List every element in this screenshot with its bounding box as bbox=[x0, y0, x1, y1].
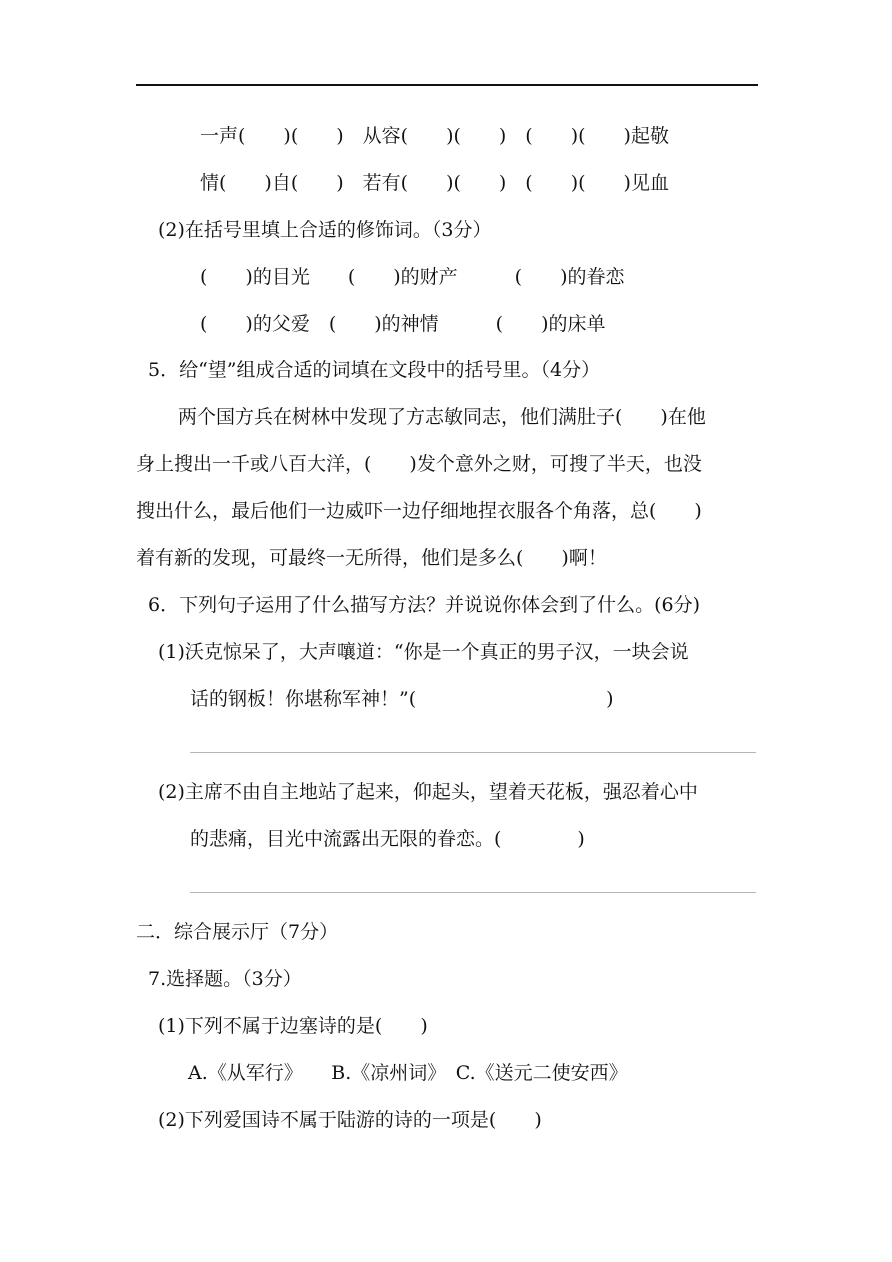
q6-item1-line2: 话的钢板！你堪称军神！”( ) bbox=[190, 688, 614, 710]
q6-item2-answer-line[interactable] bbox=[190, 892, 756, 893]
q4-row2: 情( )自( ) 若有( )( ) ( )( )见血 bbox=[200, 172, 669, 194]
header-rule bbox=[136, 84, 758, 86]
q6-prompt: 6．下列句子运用了什么描写方法？并说说你体会到了什么。(6分) bbox=[148, 594, 701, 616]
q4-part2-prompt: (2)在括号里填上合适的修饰词。（3分） bbox=[158, 219, 492, 241]
q4-part2-row2: ( )的父爱 ( )的神情 ( )的床单 bbox=[200, 313, 606, 335]
q7-prompt: 7.选择题。（3分） bbox=[148, 968, 302, 990]
q4-row1: 一声( )( ) 从容( )( ) ( )( )起敬 bbox=[200, 125, 669, 147]
q7-sub1: (1)下列不属于边塞诗的是( ) bbox=[158, 1015, 428, 1037]
q5-paragraph-line: 身上搜出一千或八百大洋，( )发个意外之财，可搜了半天，也没 bbox=[136, 453, 702, 475]
q6-item2-line2: 的悲痛，目光中流露出无限的眷恋。( ) bbox=[190, 828, 585, 850]
q7-options: A.《从军行》 B.《凉州词》 C.《送元二使安西》 bbox=[188, 1062, 628, 1084]
q5-prompt: 5．给“望”组成合适的词填在文段中的括号里。（4分） bbox=[148, 359, 601, 381]
q6-item2-line1: (2)主席不由自主地站了起来，仰起头，望着天花板，强忍着心中 bbox=[158, 781, 698, 803]
q5-paragraph-line: 搜出什么，最后他们一边威吓一边仔细地捏衣服各个角落，总( ) bbox=[136, 500, 702, 522]
q6-item1-answer-line[interactable] bbox=[190, 752, 756, 753]
q6-item1-line1: (1)沃克惊呆了，大声嚷道：“你是一个真正的男子汉，一块会说 bbox=[158, 641, 689, 663]
q5-paragraph-line: 两个国方兵在树林中发现了方志敏同志，他们满肚子( )在他 bbox=[178, 406, 706, 428]
q5-paragraph-line: 着有新的发现，可最终一无所得，他们是多么( )啊！ bbox=[136, 547, 607, 569]
section2-title: 二．综合展示厅（7分） bbox=[136, 921, 339, 943]
q4-part2-row1: ( )的目光 ( )的财产 ( )的眷恋 bbox=[200, 266, 625, 288]
q7-sub2: (2)下列爱国诗不属于陆游的诗的一项是( ) bbox=[158, 1109, 542, 1131]
